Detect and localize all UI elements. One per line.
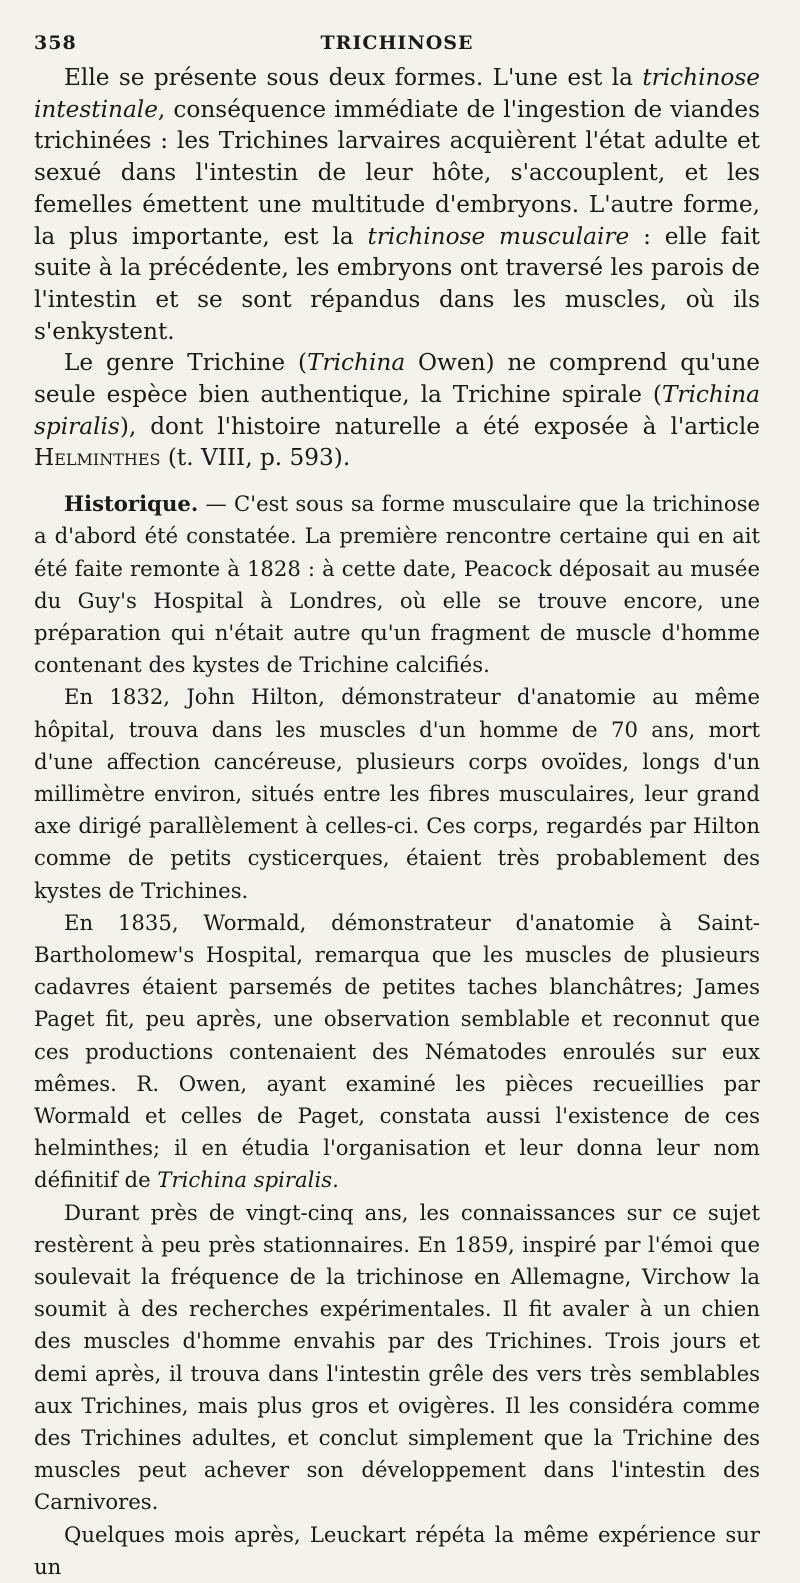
italic-term: Trichina spiralis bbox=[34, 381, 760, 440]
section-spacer bbox=[34, 474, 760, 488]
italic-term: Trichina bbox=[307, 349, 406, 377]
article-reference: Helminthes bbox=[34, 444, 161, 472]
text-run: ), dont l'histoire naturelle a été exposée à l'article bbox=[119, 412, 760, 440]
text-run: Durant près de vingt-cinq ans, les connaissances sur ce sujet restèrent à peu près stationnaires. En 1859, inspiré par l'émoi que soulevait la fréquence de la trichinose en Allemagne, Virchow la soumit à des recherches expérimentales. Il fit avaler à un chien des muscles d'homme envahis par des Trichines. Trois jours et demi après, il trouva dans l'intestin grêle des vers très semblables aux Trichines, mais plus gros et ovigères. Il les considéra comme des Trichines adultes, et conclut simplement que la Trichine des muscles peut achever son développement dans l'intestin des Carnivores. bbox=[34, 1199, 760, 1515]
paragraph bbox=[34, 681, 760, 906]
running-title: TRICHINOSE bbox=[320, 32, 474, 54]
italic-term: trichinose musculaire bbox=[367, 222, 630, 250]
text-run: En 1835, Wormald, démonstrateur d'anatomie à Saint-Bartholomew's Hospital, remarqua que les muscles de plusieurs cadavres étaient parsemés de petites taches blanchâtres; James Paget fit, peu après, une observation semblable et reconnut que ces productions contenaient des Nématodes enroulés sur eux mêmes. R. Owen, ayant examiné les pièces recueillies par Wormald et celles de Paget, constata aussi l'existence de ces helminthes; il en étudia l'organisation et leur donna leur nom définitif de bbox=[34, 909, 760, 1193]
paragraph bbox=[34, 488, 760, 681]
text-run: — C'est sous sa forme musculaire que la trichinose a d'abord été constatée. La première rencontre certaine qui en ait été faite remonte à 1828 : à cette date, Peacock déposait au musée du Guy's Hospital à Londres, où elle se trouve encore, une préparation qui n'était autre qu'un fragment de muscle d'homme contenant des kystes de Trichine calcifiés. bbox=[34, 491, 760, 678]
paragraph bbox=[34, 1519, 760, 1583]
text-run: Elle se présente sous deux formes. L'une est la bbox=[64, 64, 643, 91]
text-run: Le genre Trichine ( bbox=[64, 349, 308, 377]
intro-section bbox=[34, 62, 760, 474]
paragraph bbox=[34, 347, 760, 474]
paragraph bbox=[34, 1197, 760, 1519]
text-run: : elle fait suite à la précédente, les embryons ont traversé les parois de l'intestin et se sont répandus dans les muscles, où ils s'enkystent. bbox=[34, 222, 760, 345]
text-run: Quelques mois après, Leuckart répéta la même expérience sur un bbox=[34, 1521, 760, 1579]
paragraph bbox=[34, 62, 760, 347]
text-run: Owen) ne comprend qu'une seule espèce bien authentique, la Trichine spirale ( bbox=[34, 349, 760, 409]
historique-section bbox=[34, 488, 760, 1583]
text-run: (t. VIII, p. 593). bbox=[160, 444, 351, 472]
running-head bbox=[34, 28, 760, 62]
text-run: . bbox=[332, 1167, 339, 1193]
italic-term: Trichina spiralis bbox=[157, 1167, 333, 1193]
italic-term: trichinose intestinale bbox=[34, 64, 760, 123]
paragraph bbox=[34, 907, 760, 1197]
text-run: En 1832, John Hilton, démonstrateur d'anatomie au même hôpital, trouva dans les muscles d'un homme de 70 ans, mort d'une affection cancéreuse, plusieurs corps ovoïdes, longs d'un millimètre environ, situés entre les fibres musculaires, leur grand axe dirigé parallèlement à celles-ci. Ces corps, regardés par Hilton comme de petits cysticerques, étaient très probablement des kystes de Trichines. bbox=[34, 684, 760, 903]
text-run: , conséquence immédiate de l'ingestion de viandes trichinées : les Trichines larvaires acquièrent l'état adulte et sexué dans l'intestin de leur hôte, s'accouplent, et les femelles émettent une multitude d'embryons. L'autre forme, la plus importante, est la bbox=[34, 95, 760, 250]
section-heading: Historique. bbox=[64, 491, 199, 517]
page-number: 358 bbox=[34, 32, 77, 54]
